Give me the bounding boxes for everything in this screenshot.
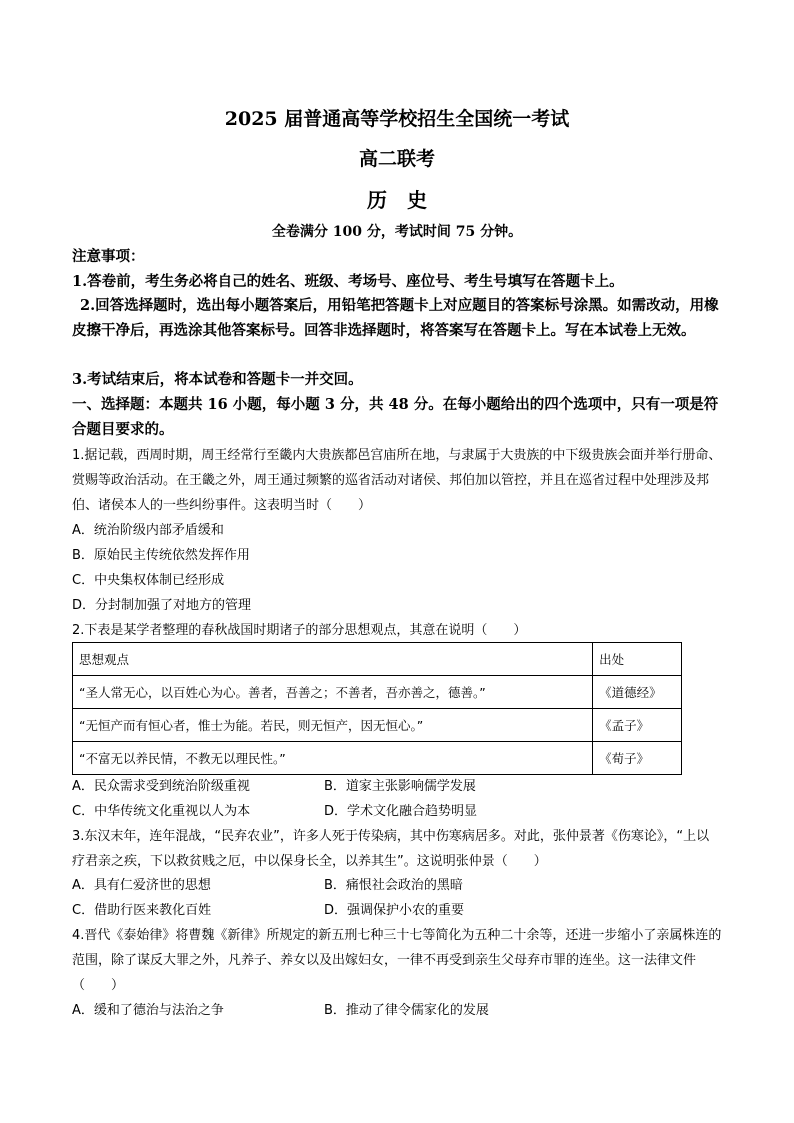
table-cell-source: 《孟子》 bbox=[593, 709, 682, 742]
question-4-option-b: B．推动了律令儒家化的发展 bbox=[324, 1003, 489, 1018]
table-cell-source: 《荀子》 bbox=[593, 742, 682, 775]
notice-item-2: 2.回答选择题时，选出每小题答案后，用铅笔把答题卡上对应题目的答案标号涂黑。如需改动，用橡皮擦干净后，再选涂其他答案标号。回答非选择题时，将答案写在答题卡上。写在本试卷上无效。 bbox=[72, 297, 719, 339]
question-2-stem: 2.下表是某学者整理的春秋战国时期诸子的部分思想观点，其意在说明（ ） bbox=[72, 623, 527, 638]
notice-heading: 注意事项： bbox=[72, 248, 145, 265]
exam-title: 2025 届普通高等学校招生全国统一考试 bbox=[224, 108, 570, 130]
table-row bbox=[73, 709, 682, 742]
question-3-option-b: B．痛恨社会政治的黑暗 bbox=[324, 878, 463, 893]
table-cell-viewpoint: “不富无以养民情，不教无以理民性。” bbox=[73, 742, 593, 775]
question-3-option-d: D．强调保护小农的重要 bbox=[324, 903, 465, 918]
question-3-option-a: A．具有仁爱济世的思想 bbox=[72, 878, 211, 893]
question-1-option-a: A．统治阶级内部矛盾缓和 bbox=[72, 523, 224, 538]
table-header-row bbox=[73, 643, 682, 676]
table-cell-viewpoint: “无恒产而有恒心者，惟士为能。若民，则无恒产，因无恒心。” bbox=[73, 709, 593, 742]
section-heading: 一、选择题：本题共 16 小题，每小题 3 分，共 48 分。在每小题给出的四个选项中，只有一项是符合题目要求的。 bbox=[72, 396, 719, 438]
question-4-option-a: A．缓和了德治与法治之争 bbox=[72, 1003, 224, 1018]
question-2-option-a: A．民众需求受到统治阶级重视 bbox=[72, 779, 250, 794]
table-cell-viewpoint: “圣人常无心，以百姓心为心。善者，吾善之；不善者，吾亦善之，德善。” bbox=[73, 676, 593, 709]
question-2-option-c: C．中华传统文化重视以人为本 bbox=[72, 804, 251, 819]
exam-subtitle: 高二联考 bbox=[358, 148, 435, 170]
table-cell-source: 《道德经》 bbox=[593, 676, 682, 709]
exam-info: 全卷满分 100 分，考试时间 75 分钟。 bbox=[271, 224, 523, 240]
question-1-option-d: D．分封制加强了对地方的管理 bbox=[72, 598, 252, 613]
table-header-source: 出处 bbox=[593, 643, 682, 676]
table-row bbox=[73, 742, 682, 775]
question-1-stem: 1.据记载，西周时期，周王经常行至畿内大贵族都邑宫庙所在地，与隶属于大贵族的中下级贵族会面并举行册命、赏赐等政治活动。在王畿之外，周王通过频繁的巡省活动对诸侯、邦伯加以管控，并且在巡省过程中处理涉及邦伯、诸侯本人的一些纠纷事件。这表明当时（ ） bbox=[72, 448, 722, 513]
question-2-option-d: D．学术文化融合趋势明显 bbox=[324, 804, 478, 819]
notice-item-1: 1.答卷前，考生务必将自己的姓名、班级、考场号、座位号、考生号填写在答题卡上。 bbox=[72, 273, 624, 290]
question-1-option-b: B．原始民主传统依然发挥作用 bbox=[72, 548, 250, 563]
notice-item-3: 3.考试结束后，将本试卷和答题卡一并交回。 bbox=[72, 371, 363, 388]
question-1-option-c: C．中央集权体制已经形成 bbox=[72, 573, 225, 588]
question-2-option-b: B．道家主张影响儒学发展 bbox=[324, 779, 476, 794]
subject-title: 历史 bbox=[367, 188, 447, 212]
table-row bbox=[73, 676, 682, 709]
question-4-stem: 4.晋代《泰始律》将曹魏《新律》所规定的新五刑七种三十七等简化为五种二十余等，还进一步缩小了亲属株连的范围，除了谋反大罪之外，凡养子、养女以及出嫁妇女，一律不再受到亲生父母弃市罪的连坐。这一法律文件（ ） bbox=[72, 928, 722, 993]
question-3-stem: 3.东汉末年，连年混战，“民弃农业”，许多人死于传染病，其中伤寒病居多。对此，张仲景著《伤寒论》，“上以疗君亲之疾，下以救贫贱之厄，中以保身长全，以养其生”。这说明张仲景（ ） bbox=[72, 829, 710, 869]
question-3-option-c: C．借助行医来教化百姓 bbox=[72, 903, 212, 918]
table-header-viewpoint: 思想观点 bbox=[73, 643, 593, 676]
viewpoints-table bbox=[72, 642, 682, 775]
